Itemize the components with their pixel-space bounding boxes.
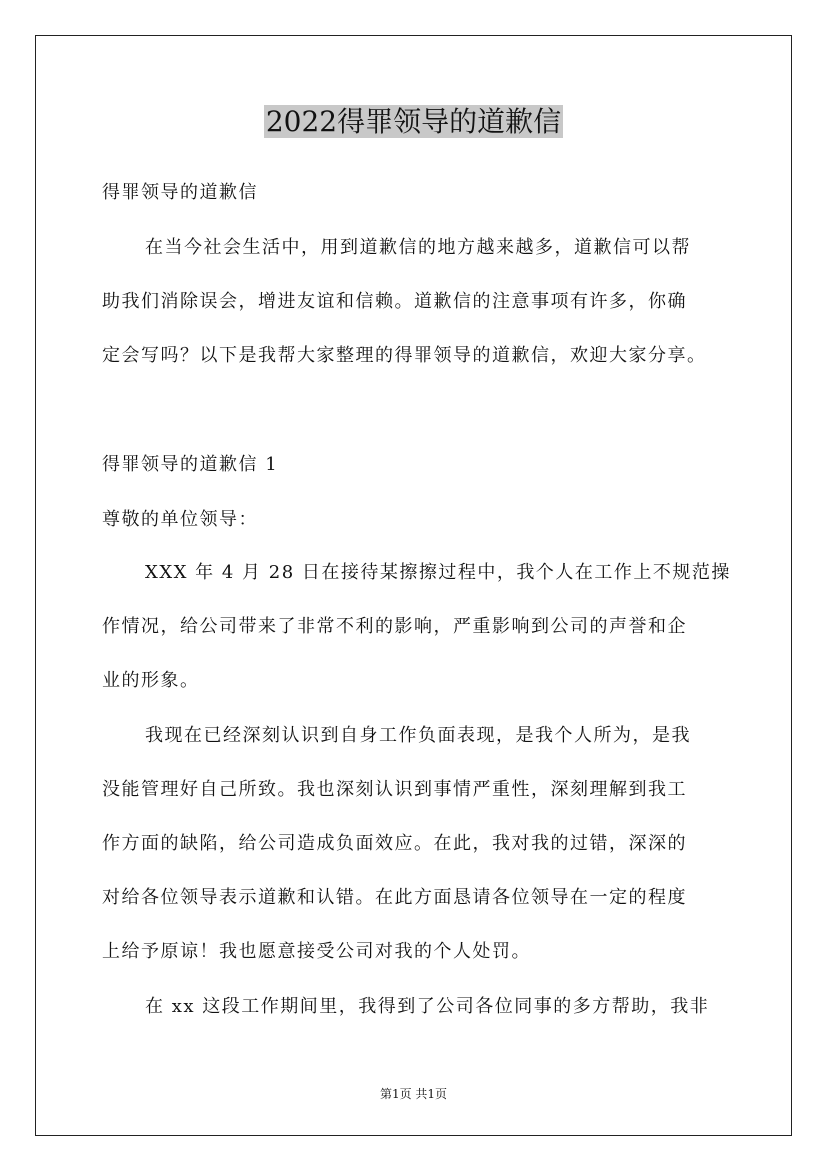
para1-line-3: 业的形象。 [102,670,200,691]
para2-line-3: 作方面的缺陷，给公司造成负面效应。在此，我对我的过错，深深的 [102,833,687,854]
para2-line-5: 上给予原谅！我也愿意接受公司对我的个人处罚。 [102,941,531,962]
para3-line-1: 在 xx 这段工作期间里，我得到了公司各位同事的多方帮助，我非 [145,996,710,1017]
intro-line-1: 在当今社会生活中，用到道歉信的地方越来越多，道歉信可以帮 [145,237,691,258]
document-title: 2022得罪领导的道歉信 [265,105,562,138]
intro-line-2: 助我们消除误会，增进友谊和信赖。道歉信的注意事项有许多，你确 [102,291,687,312]
para2-line-2: 没能管理好自己所致。我也深刻认识到事情严重性，深刻理解到我工 [102,779,687,800]
section-title: 得罪领导的道歉信 1 [102,454,279,475]
page-footer: 第1页 共1页 [379,1087,448,1101]
subtitle: 得罪领导的道歉信 [102,182,258,203]
para2-line-4: 对给各位领导表示道歉和认错。在此方面恳请各位领导在一定的程度 [102,887,687,908]
intro-line-3: 定会写吗？以下是我帮大家整理的得罪领导的道歉信，欢迎大家分享。 [102,345,707,366]
salutation: 尊敬的单位领导： [102,509,258,530]
para1-line-1: XXX 年 4 月 28 日在接待某擦擦过程中，我个人在工作上不规范操 [145,562,731,583]
para1-line-2: 作情况，给公司带来了非常不利的影响，严重影响到公司的声誉和企 [102,616,687,637]
para2-line-1: 我现在已经深刻认识到自身工作负面表现，是我个人所为，是我 [145,725,691,746]
